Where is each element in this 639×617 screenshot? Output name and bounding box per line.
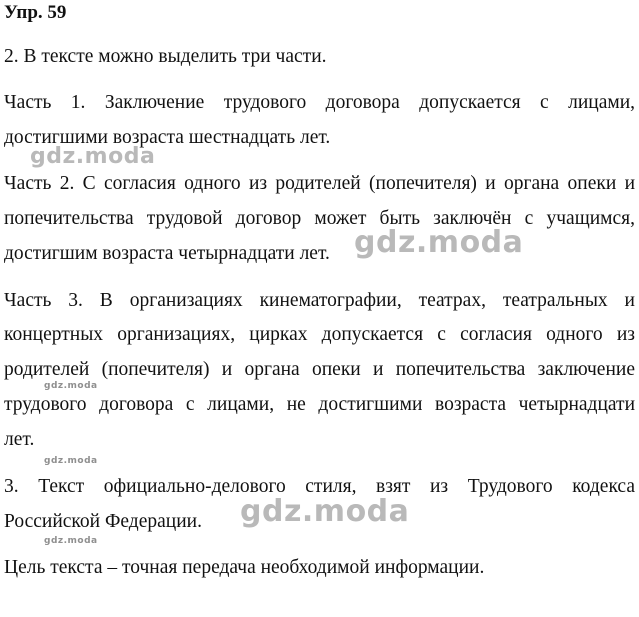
- part2-line2: попечительства трудовой договор может быть заключён с учащимся,: [4, 208, 635, 229]
- style-line2: Российской Федерации.: [4, 511, 202, 532]
- part1-line2: достигшими возраста шестнадцать лет.: [4, 127, 331, 148]
- watermark: gdz.moda: [44, 536, 98, 546]
- part3-line2: концертных организациях, цирках допускается с согласия одного из: [4, 324, 635, 345]
- watermark: gdz.moda: [30, 144, 156, 169]
- part2-line1: Часть 2. С согласия одного из родителей (попечителя) и органа опеки и: [4, 173, 635, 194]
- watermark: gdz.moda: [44, 456, 98, 466]
- part2-line3: достигшим возраста четырнадцати лет.: [4, 243, 330, 264]
- part3-line5: лет.: [4, 429, 35, 450]
- part3-line1: Часть 3. В организациях кинематографии, театрах, театральных и: [4, 290, 635, 311]
- style-line1: 3. Текст официально-делового стиля, взят из Трудового кодекса: [4, 476, 635, 497]
- watermark: gdz.moda: [240, 494, 410, 529]
- paragraph-intro: 2. В тексте можно выделить три части.: [4, 46, 327, 67]
- part3-line4: трудового договора с лицами, не достигшими возраста четырнадцати: [4, 394, 635, 415]
- part3-line3: родителей (попечителя) и органа опеки и попечительства заключение: [4, 359, 635, 380]
- exercise-title: Упр. 59: [4, 2, 67, 23]
- purpose-line: Цель текста – точная передача необходимой информации.: [4, 557, 485, 578]
- watermark: gdz.moda: [44, 381, 98, 391]
- part1-line1: Часть 1. Заключение трудового договора допускается с лицами,: [4, 92, 635, 113]
- watermark: gdz.moda: [354, 225, 524, 260]
